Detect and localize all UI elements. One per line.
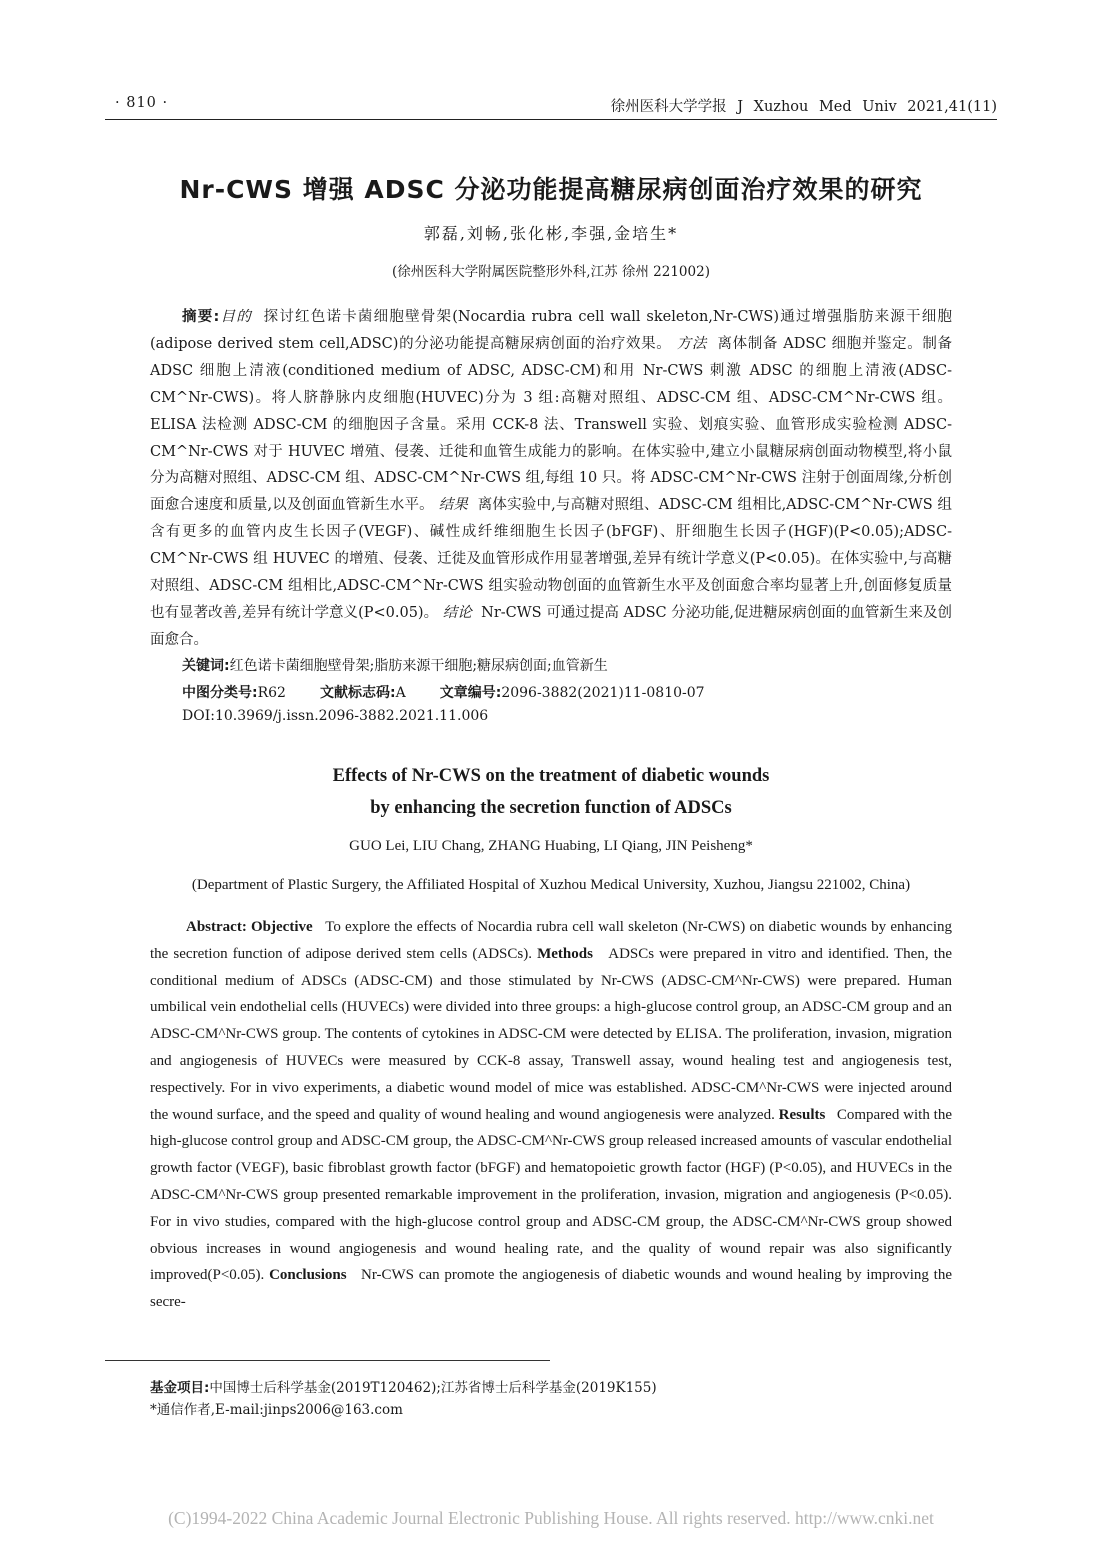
article-no-label: 文章编号:	[439, 685, 502, 701]
abstract-chinese	[150, 304, 952, 654]
methods-cn-label: 方法	[676, 335, 707, 352]
objective-en-label: Objective	[251, 919, 313, 935]
keywords-text: 红色诺卡菌细胞壁骨架;脂肪来源干细胞;糖尿病创面;血管新生	[229, 658, 608, 674]
doi: DOI:10.3969/j.issn.2096-3882.2021.11.006	[182, 708, 489, 724]
doc-code-label: 文献标志码:	[319, 685, 396, 701]
results-cn-label: 结果	[438, 497, 469, 514]
affiliation-english: (Department of Plastic Surgery, the Affiliated Hospital of Xuzhou Medical University, Xuzhou, Jiangsu 221002, China)	[191, 877, 911, 893]
title-en-line1: Effects of Nr-CWS on the treatment of diabetic wounds	[332, 766, 770, 786]
running-header	[105, 92, 997, 122]
header-rule	[105, 119, 997, 120]
page-number: · 810 ·	[115, 95, 169, 111]
abstract-english	[150, 914, 952, 1316]
funding-text: 中国博士后科学基金(2019T120462);江苏省博士后科学基金(2019K155)	[209, 1380, 657, 1396]
abstract-cn-label: 摘要:	[182, 309, 220, 325]
title-english	[0, 760, 1102, 824]
keywords-label: 关键词:	[182, 658, 230, 674]
results-en-label: Results	[778, 1106, 826, 1123]
footnote-rule	[105, 1360, 550, 1361]
affiliation-chinese: (徐州医科大学附属医院整形外科,江苏 徐州 221002)	[392, 264, 710, 280]
abstract-en-label: Abstract:	[186, 919, 247, 935]
conclusions-cn-label: 结论	[442, 604, 472, 621]
results-cn: 离体实验中,与高糖对照组、ADSC-CM 组相比,ADSC-CM^Nr-CWS 组含有更多的血管内皮生长因子(VEGF)、碱性成纤维细胞生长因子(bFGF)、肝细胞生长因子(HGF)(P<0.05);ADSC-CM^Nr-CWS 组 HUVEC 的增殖、侵袭、迁徙及血管形成作用显著增强,差异有统计学意义(P<0.05)。在体实验中,与高糖对照组、ADSC-CM 组相比,ADSC-CM^Nr-CWS 组实验动物创面的血管新生水平及创面愈合率均显著上升,创面修复质量也有显著改善,差异有统计学意义(P<0.05)。	[150, 497, 953, 621]
journal-citation: 徐州医科大学学报 J Xuzhou Med Univ 2021,41(11)	[610, 99, 997, 115]
article-no-value: 2096-3882(2021)11-0810-07	[501, 685, 705, 701]
objective-en: To explore the effects of Nocardia rubra cell wall skeleton (Nr-CWS) on diabetic wounds by enhancing the secretion function of adipose derived stem cells (ADSCs).	[150, 919, 953, 962]
title-chinese: Nr-CWS 增强 ADSC 分泌功能提高糖尿病创面治疗效果的研究	[179, 175, 923, 204]
title-en-line2: by enhancing the secretion function of ADSCs	[370, 798, 732, 818]
classification-line	[182, 682, 705, 702]
authors-chinese: 郭磊,刘畅,张化彬,李强,金培生*	[423, 224, 679, 243]
objective-cn: 探讨红色诺卡菌细胞壁骨架(Nocardia rubra cell wall skeleton,Nr-CWS)通过增强脂肪来源干细胞(adipose derived stem cell,ADSC)的分泌功能提高糖尿病创面的治疗效果。	[150, 309, 952, 352]
objective-cn-label: 目的	[219, 309, 252, 325]
copyright-watermark: (C)1994-2022 China Academic Journal Electronic Publishing House. All rights reserved. http://www.cnki.net	[168, 1508, 934, 1528]
conclusions-cn: Nr-CWS 可通过提高 ADSC 分泌功能,促进糖尿病创面的血管新生来及创面愈合。	[150, 604, 952, 648]
methods-en: ADSCs were prepared in vitro and identified. Then, the conditional medium of ADSCs (ADSC-CM) and those stimulated by Nr-CWS (ADSC-CM^Nr-CWS) were prepared. Human umbilical vein endothelial cells (HUVECs) were divided into three groups: a high-glucose control group, an ADSC-CM group and an ADSC-CM^Nr-CWS group. The contents of cytokines in ADSC-CM were detected by ELISA. The proliferation, invasion, migration and angiogenesis of HUVECs were measured by CCK-8 assay, Transwell assay, wound healing test and angiogenesis test, respectively. For in vivo experiments, a diabetic wound model of mice was established. ADSC-CM^Nr-CWS were injected around the wound surface, and the speed and quality of wound healing and wound angiogenesis were analyzed.	[150, 945, 953, 1123]
funding-label: 基金项目:	[150, 1380, 210, 1396]
conclusions-en: Nr-CWS can promote the angiogenesis of diabetic wounds and wound healing by improving the secre-	[150, 1267, 953, 1311]
clc-value: R62	[257, 685, 286, 701]
methods-en-label: Methods	[537, 945, 593, 962]
conclusions-en-label: Conclusions	[269, 1267, 347, 1284]
corresponding-author-footnote: *通信作者,E-mail:jinps2006@163.com	[150, 1402, 403, 1418]
doc-code-value: A	[395, 685, 406, 701]
clc-label: 中图分类号:	[182, 685, 258, 701]
results-en: Compared with the high-glucose control group and ADSC-CM group, the ADSC-CM^Nr-CWS group released increased amounts of vascular endothelial growth factor (VEGF), basic fibroblast growth factor (bFGF) and hematopoietic growth factor (HGF) (P<0.05), and HUVECs in the ADSC-CM^Nr-CWS group presented remarkable improvement in the proliferation, invasion, migration and angiogenesis (P<0.05). For in vivo studies, compared with the high-glucose control group and ADSC-CM group, the ADSC-CM^Nr-CWS group showed obvious increases in wound angiogenesis and wound healing rate, and the quality of wound repair was also significantly improved(P<0.05).	[150, 1106, 953, 1284]
funding-footnote	[150, 1376, 657, 1396]
methods-cn: 离体制备 ADSC 细胞并鉴定。制备 ADSC 细胞上清液(conditioned medium of ADSC, ADSC-CM)和用 Nr-CWS 刺激 ADSC 的细胞上清液(ADSC-CM^Nr-CWS)。将人脐静脉内皮细胞(HUVEC)分为 3 组:高糖对照组、ADSC-CM 组、ADSC-CM^Nr-CWS 组。ELISA 法检测 ADSC-CM 的细胞因子含量。采用 CCK-8 法、Transwell 实验、划痕实验、血管形成实验检测 ADSC-CM^Nr-CWS 对于 HUVEC 增殖、侵袭、迁徙和血管生成能力的影响。在体实验中,建立小鼠糖尿病创面动物模型,将小鼠分为高糖对照组、ADSC-CM 组、ADSC-CM^Nr-CWS 组,每组 10 只。将 ADSC-CM^Nr-CWS 注射于创面周缘,分析创面愈合速度和质量,以及创面血管新生水平。	[150, 335, 953, 514]
keywords-chinese	[182, 655, 608, 675]
authors-english: GUO Lei, LIU Chang, ZHANG Huabing, LI Qiang, JIN Peisheng*	[349, 838, 753, 854]
